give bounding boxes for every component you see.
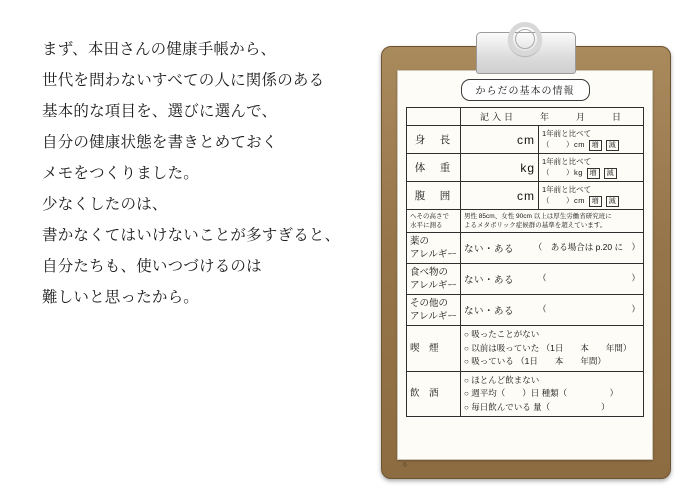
waist-note-left-line1: へその高さで — [410, 213, 449, 220]
table-row-drinking — [407, 371, 644, 417]
food-allergy-label-line2: アレルギー — [410, 280, 457, 291]
body-text-line: 自分の健康状態を書きとめておく — [42, 134, 278, 151]
drinking-choice-2-label: 週平均（ ）日 — [471, 388, 540, 398]
body-text-line: 基本的な項目を、選びに選んで、 — [42, 103, 278, 120]
smoking-choice-3[interactable] — [464, 355, 640, 369]
clipboard-ring-icon — [508, 22, 542, 56]
table-row-food-allergy — [407, 264, 644, 295]
waist-compare-label: 1年前と比べて — [542, 185, 592, 194]
height-input-cell[interactable] — [461, 126, 539, 154]
height-decrease-mark[interactable]: 減 — [606, 140, 620, 151]
table-row-drug-allergy — [407, 233, 644, 264]
spacer-cell — [407, 108, 461, 126]
form-date-header: 記入日 年 月 日 — [461, 108, 644, 126]
body-text-line: 自分たちも、使いつづけるのは — [42, 258, 262, 275]
other-allergy-label-line1: その他の — [410, 298, 449, 309]
waist-note-right-line2: よるメタボリック症候群の基準を超えています。 — [464, 222, 607, 229]
other-allergy-label-line2: アレルギー — [410, 311, 457, 322]
drug-allergy-label-line1: 薬の — [410, 236, 430, 247]
other-allergy-options[interactable]: ない・ある — [464, 306, 515, 317]
waist-note-right — [461, 210, 644, 233]
smoking-choice-2[interactable] — [464, 342, 640, 356]
height-increase-mark[interactable]: 増 — [589, 140, 603, 151]
radio-icon[interactable]: ○ — [464, 357, 469, 366]
drinking-choice-2[interactable] — [464, 387, 640, 401]
row-label-food-allergy — [407, 264, 461, 295]
body-text-line: メモをつくりました。 — [42, 165, 200, 182]
height-unit: cm — [517, 132, 535, 147]
smoking-choice-1-label: 吸ったことがない — [471, 329, 540, 339]
drug-allergy-options-cell[interactable] — [461, 233, 644, 264]
table-row-height — [407, 126, 644, 154]
weight-compare-value: （ ）kg — [542, 168, 583, 177]
drinking-choice-1-label: ほとんど飲まない — [471, 374, 540, 385]
drug-allergy-note: （ ある場合は p.20 に ） — [533, 242, 640, 252]
height-compare-value: （ ）cm — [542, 140, 585, 149]
waist-increase-mark[interactable]: 増 — [589, 196, 603, 207]
form-paper — [397, 70, 653, 460]
weight-compare-cell[interactable] — [539, 154, 644, 182]
weight-unit: kg — [520, 160, 535, 175]
smoking-choice-2-label: 以前は吸っていた — [471, 342, 540, 353]
smoking-choice-3-label: 吸っている — [471, 356, 514, 366]
body-text-line: 書かなくてはいけないことが多すぎると、 — [42, 227, 341, 244]
waist-note-right-line1: 男性 85cm、女性 90cm 以上は厚生労働省研究班に — [464, 213, 612, 220]
drinking-choice-3-suffix: 量（ ） — [533, 401, 610, 412]
food-allergy-note: （ ） — [537, 273, 640, 283]
table-row-waist-note — [407, 210, 644, 233]
other-allergy-note: （ ） — [537, 304, 640, 314]
row-label-weight: 体 重 — [407, 154, 461, 182]
health-form-table — [406, 107, 644, 417]
drug-allergy-options[interactable]: ない・ある — [464, 244, 515, 255]
drinking-choices-cell[interactable] — [461, 371, 644, 417]
body-text-line: 難しいと思ったから。 — [42, 289, 200, 306]
drinking-choice-2-suffix: 種類（ ） — [541, 388, 619, 398]
drinking-choice-3-label: 毎日飲んでいる — [471, 401, 531, 412]
smoking-choice-3-suffix: （1日 本 年間） — [516, 356, 606, 366]
body-text-line: まず、本田さんの健康手帳から、 — [42, 41, 277, 58]
weight-increase-mark[interactable]: 増 — [587, 168, 601, 179]
row-label-other-allergy — [407, 295, 461, 326]
smoking-choice-2-suffix: （1日 本 年間） — [541, 342, 632, 353]
row-label-drug-allergy — [407, 233, 461, 264]
row-label-height: 身 長 — [407, 126, 461, 154]
table-row-smoking — [407, 326, 644, 372]
radio-icon[interactable]: ○ — [464, 330, 469, 339]
other-allergy-options-cell[interactable] — [461, 295, 644, 326]
waist-compare-cell[interactable] — [539, 182, 644, 210]
weight-input-cell[interactable] — [461, 154, 539, 182]
waist-decrease-mark[interactable]: 減 — [606, 196, 620, 207]
drinking-choice-1[interactable] — [464, 374, 640, 388]
clipboard-illustration — [381, 22, 669, 477]
body-text-line: 少なくしたのは、 — [42, 196, 168, 213]
row-label-smoking: 喫 煙 — [407, 326, 461, 372]
form-title: からだの基本の情報 — [461, 79, 590, 101]
height-compare-cell[interactable] — [539, 126, 644, 154]
waist-input-cell[interactable] — [461, 182, 539, 210]
weight-compare-label: 1年前と比べて — [542, 157, 592, 166]
body-text-line: 世代を問わないすべての人に関係のある — [42, 72, 325, 89]
row-label-waist: 腹 囲 — [407, 182, 461, 210]
waist-unit: cm — [517, 188, 535, 203]
food-allergy-options[interactable]: ない・ある — [464, 275, 515, 286]
drug-allergy-label-line2: アレルギー — [410, 249, 457, 260]
waist-compare-value: （ ）cm — [542, 196, 585, 205]
table-row-other-allergy — [407, 295, 644, 326]
row-label-drinking: 飲 酒 — [407, 371, 461, 417]
radio-icon[interactable]: ○ — [464, 375, 469, 385]
height-compare-label: 1年前と比べて — [542, 129, 592, 138]
food-allergy-options-cell[interactable] — [461, 264, 644, 295]
form-title-wrap — [406, 79, 644, 101]
radio-icon[interactable]: ○ — [464, 343, 469, 353]
drinking-choice-3[interactable] — [464, 401, 640, 415]
smoking-choice-1[interactable] — [464, 328, 640, 342]
food-allergy-label-line1: 食べ物の — [410, 267, 449, 278]
table-row-waist — [407, 182, 644, 210]
weight-decrease-mark[interactable]: 減 — [604, 168, 618, 179]
page-number: 6 — [403, 462, 407, 469]
waist-note-left-line2: 水平に測る — [410, 222, 443, 229]
body-text-block — [42, 34, 372, 313]
table-row-weight — [407, 154, 644, 182]
form-date-header-row — [407, 108, 644, 126]
waist-note-left — [407, 210, 461, 233]
smoking-choices-cell[interactable] — [461, 326, 644, 372]
radio-icon[interactable]: ○ — [464, 402, 469, 412]
radio-icon[interactable]: ○ — [464, 389, 469, 398]
